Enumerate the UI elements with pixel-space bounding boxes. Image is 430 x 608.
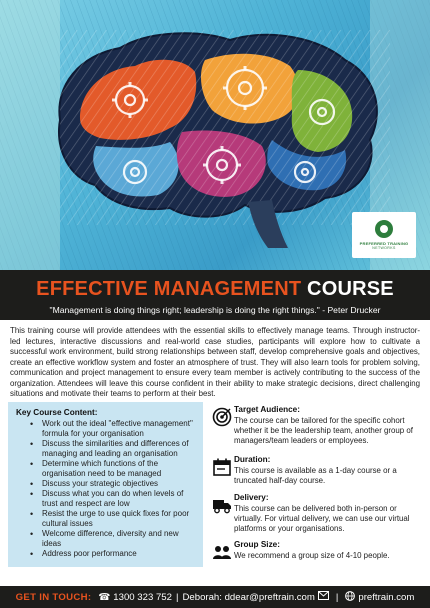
key-content-box — [8, 402, 203, 567]
key-content-heading: Key Course Content: — [16, 408, 98, 417]
target-audience-section — [212, 405, 424, 446]
phone-icon: ☎ — [98, 591, 111, 603]
contact-email[interactable]: Deborah: ddear@preftrain.com — [182, 591, 315, 603]
group-size-section — [212, 540, 424, 561]
title-main: EFFECTIVE MANAGEMENT — [36, 278, 302, 300]
company-logo — [352, 212, 416, 258]
list-item: • Determine which functions of the organisation need to be managed — [30, 459, 195, 479]
title-band — [0, 270, 430, 320]
separator: | — [175, 591, 179, 603]
list-item: • Welcome difference, diversity and new ideas — [30, 529, 195, 549]
list-item: • Discuss what you can do when levels of trust and respect are low — [30, 489, 195, 509]
calendar-icon — [212, 457, 232, 477]
group-icon — [212, 542, 232, 562]
website-link[interactable]: preftrain.com — [358, 591, 415, 603]
list-item: • Resist the urge to use quick fixes for poor cultural issues — [30, 509, 195, 529]
logo-mark-icon — [375, 220, 393, 238]
delivery-section — [212, 493, 424, 534]
footer-contact-bar — [0, 586, 430, 608]
phone-number[interactable]: 1300 323 752 — [113, 591, 172, 603]
duration-heading: Duration: — [234, 455, 271, 464]
delivery-truck-icon — [212, 495, 232, 515]
key-content-list — [16, 419, 195, 559]
group-size-text: We recommend a group size of 4-10 people. — [234, 551, 390, 560]
delivery-heading: Delivery: — [234, 493, 269, 502]
title-suffix: COURSE — [307, 278, 394, 300]
delivery-text: This course can be delivered both in-person or virtually. For virtual delivery, we can use our virtual platforms or your organisations. — [234, 504, 410, 533]
list-item: • Discuss your strategic objectives — [30, 479, 195, 489]
separator: | — [335, 591, 339, 603]
quote: "Management is doing things right; leadership is doing the right things." - Peter Drucker — [49, 305, 381, 315]
page-title — [0, 270, 430, 301]
duration-section — [212, 455, 424, 486]
globe-icon — [345, 591, 355, 604]
list-item: • Work out the ideal "effective management" formula for your organisation — [30, 419, 195, 439]
logo-subtext: NETWORKS — [372, 246, 396, 250]
intro-paragraph: This training course will provide attendees with the essential skills to effectively manage teams. Through instructor-led lectures, interactive discussions and real-world case studies, participants will explore how to cultivate a successful work environment, build strong relationships between staff, develop comprehensive goals and objectives, create an effective workflow system and foster an atmosphere of trust. They will also learn tools for problem solving, communication and project management to ensure every team member is actively contributing to the success of the organization. Attendees will leave this course confident in their ability to make strategic decisions, direct challenging situations and motivate their teams to perform at their best. — [10, 326, 420, 398]
group-size-heading: Group Size: — [234, 540, 280, 549]
target-audience-text: The course can be tailored for the specific cohort whether it be the leadership team, another group of managers/team leaders or employees. — [234, 416, 413, 445]
get-in-touch-label: GET IN TOUCH: — [15, 591, 92, 603]
hero-image — [0, 0, 430, 270]
duration-text: This course is available as a 1-day course or a truncated half-day course. — [234, 466, 397, 485]
email-icon — [318, 591, 329, 603]
target-audience-heading: Target Audience: — [234, 405, 300, 414]
target-icon — [212, 407, 232, 427]
list-item: • Discuss the similarities and differences of managing and leading an organisation — [30, 439, 195, 459]
logo-text: PREFERRED TRAINING — [359, 241, 409, 246]
list-item: • Address poor performance — [30, 549, 195, 559]
